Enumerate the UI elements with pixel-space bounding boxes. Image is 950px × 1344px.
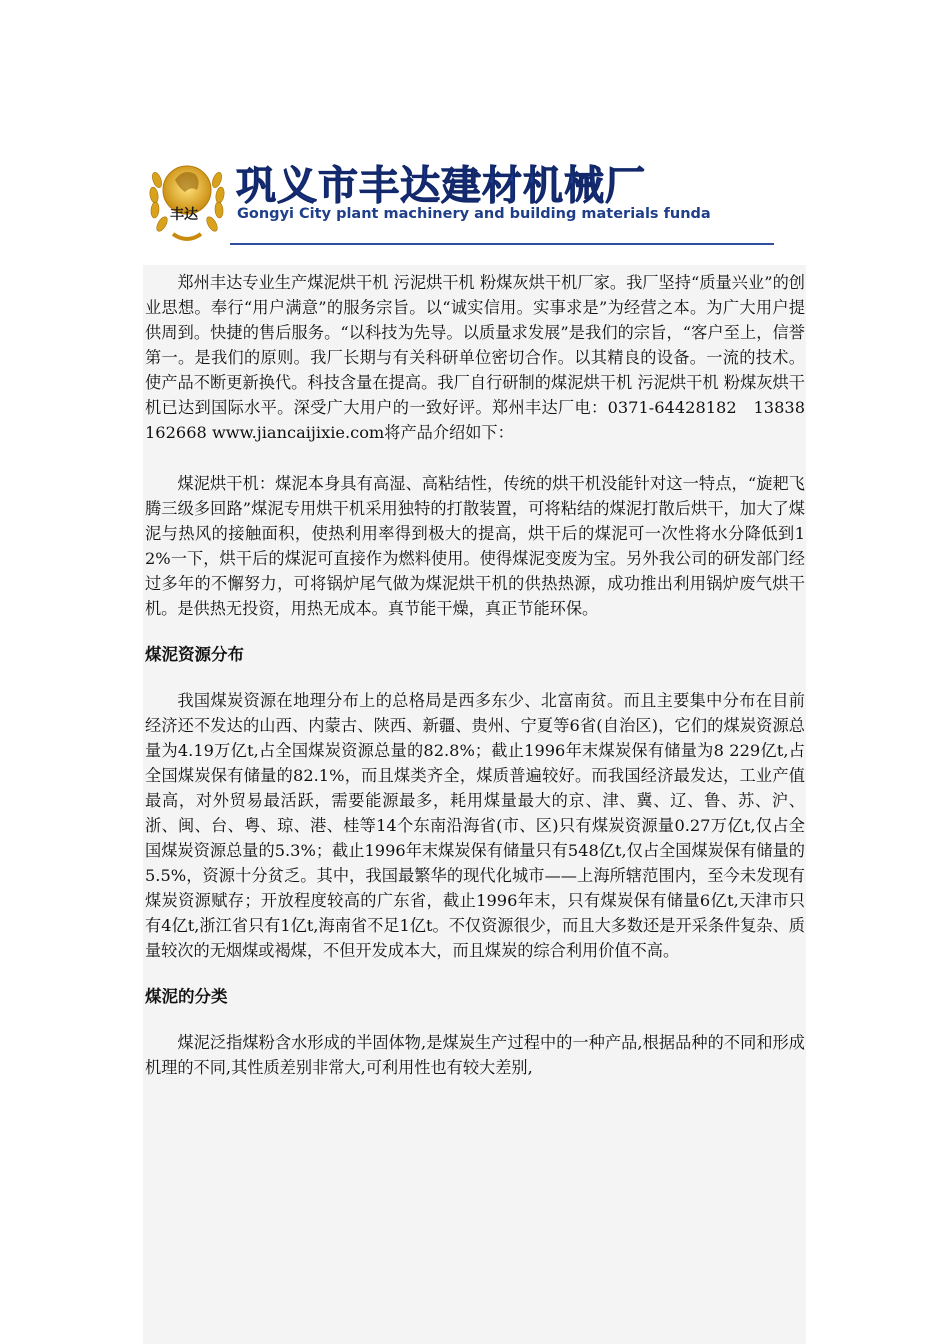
resource-paragraph: 我国煤炭资源在地理分布上的总格局是西多东少、北富南贫。而且主要集中分布在目前经济还不发达的山西、内蒙古、陕西、新疆、贵州、宁夏等6省(自治区)，它们的煤炭资源总量为4.19万亿t,占全国煤炭资源总量的82.8%；截止1996年末煤炭保有储量为8 229亿t,占全国煤炭保有储量的82.1%，而且煤类齐全，煤质普遍较好。而我国经济最发达，工业产值最高，对外贸易最活跃，需要能源最多，耗用煤量最大的京、津、冀、辽、鲁、苏、沪、浙、闽、台、粤、琼、港、桂等14个东南沿海省(市、区)只有煤炭资源量0.27万亿t,仅占全国煤炭资源总量的5.3%；截止1996年末煤炭保有储量只有548亿t,仅占全国煤炭保有储量的5.5%，资源十分贫乏。其中，我国最繁华的现代化城市——上海所辖范围内，至今未发现有煤炭资源赋存；开放程度较高的广东省，截止1996年末，只有煤炭保有储量6亿t,天津市只有4亿t,浙江省只有1亿t,海南省不足1亿t。不仅资源很少，而且大多数还是开采条件复杂、质量较次的无烟煤或褐煤，不但开发成本大，而且煤炭的综合利用价值不高。 bbox=[145, 691, 805, 960]
classification-heading: 煤泥的分类 bbox=[145, 987, 228, 1006]
company-name-english: Gongyi City plant machinery and building materials funda bbox=[237, 206, 711, 222]
intro-paragraph: 郑州丰达专业生产煤泥烘干机 污泥烘干机 粉煤灰烘干机厂家。我厂坚持“质量兴业”的创业思想。奉行“用户满意”的服务宗旨。以“诚实信用。实事求是”为经营之本。为广大用户提供周到。快捷的售后服务。“以科技为先导。以质量求发展”是我们的宗旨，“客户至上，信誉第一。是我们的原则。我厂长期与有关科研单位密切合作。以其精良的设备。一流的技术。使产品不断更新换代。科技含量在提高。我厂自行研制的煤泥烘干机 污泥烘干机 粉煤灰烘干机已达到国际水平。深受广大用户的一致好评。郑州丰达厂电：0371-64428182 13838162668 www.jiancaijixie.com将产品介绍如下： bbox=[145, 273, 805, 442]
banner-underline bbox=[230, 243, 774, 245]
classification-paragraph: 煤泥泛指煤粉含水形成的半固体物,是煤炭生产过程中的一种产品,根据品种的不同和形成机理的不同,其性质差别非常大,可利用性也有较大差别, bbox=[145, 1033, 805, 1077]
article-body bbox=[145, 270, 805, 1080]
company-name: 巩义市丰达建材机械厂 bbox=[236, 163, 646, 209]
resource-heading: 煤泥资源分布 bbox=[145, 645, 244, 664]
logo-text: 丰达 bbox=[170, 207, 198, 223]
wheat-logo-icon bbox=[143, 150, 231, 245]
dryer-paragraph: 煤泥烘干机：煤泥本身具有高湿、高粘结性，传统的烘干机没能针对这一特点，“旋耙飞腾三级多回路”煤泥专用烘干机采用独特的打散装置，可将粘结的煤泥打散后烘干，加大了煤泥与热风的接触面积，使热利用率得到极大的提高，烘干后的煤泥可一次性将水分降低到12%一下，烘干后的煤泥可直接作为燃料使用。使得煤泥变废为宝。另外我公司的研发部门经过多年的不懈努力，可将锅炉尾气做为煤泥烘干机的供热热源，成功推出利用锅炉废气烘干机。是供热无投资，用热无成本。真节能干燥，真正节能环保。 bbox=[145, 474, 805, 618]
